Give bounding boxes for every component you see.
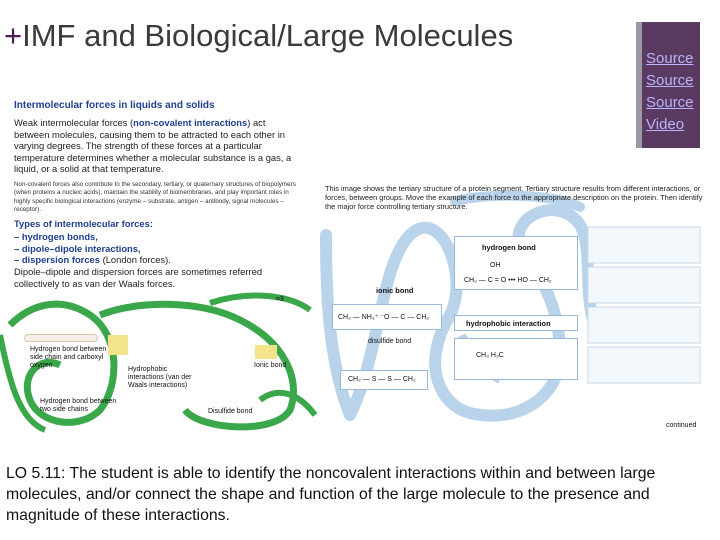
ionic-bond-label: ionic bond	[376, 286, 414, 295]
intro-pre: Weak intermolecular forces (	[14, 117, 134, 128]
hydrogen-bond-label: hydrogen bond	[482, 243, 536, 252]
types-heading: Types of intermolecular forces:	[14, 218, 153, 230]
disulfide-label: disulfide bond	[368, 338, 412, 345]
hydrophobic-formula: CH₃ H₃C	[476, 352, 504, 359]
hydrophobic-label: hydrophobic interaction	[466, 319, 551, 328]
type-item-1: – hydrogen bonds,	[14, 231, 98, 243]
source-link-2[interactable]: Source	[646, 72, 694, 89]
textbook-footer: Dipole–dipole and dispersion forces are sometimes referred collectively to as van der Waals forces.	[14, 265, 263, 289]
left-hb-two-label: Hydrogen bond between two side chains	[40, 398, 117, 413]
intro-post: ) act between molecules, causing them to be attracted to each other in varying degrees. The strength of these forces at a particular temperature determines whether a molecular substance is a gas, a liquid, or a solid at that temperature.	[14, 117, 292, 175]
textbook-small: Non-covalent forces also contribute to the secondary, tertiary, or quaternary structures of biopolymers (when proteins a nucleic acids), maintain the stability of biomembranes, and play important roles in highly specific biological interactions (enzyme – substrate, antigen – antibody, signal molecules – receptor).	[14, 180, 296, 213]
hb-chain-pill	[24, 334, 98, 342]
disulfide-formula: CH₂ — S — S — CH₂	[348, 376, 416, 383]
textbook-heading: Intermolecular forces in liquids and solids	[14, 100, 215, 111]
textbook-intro	[14, 117, 296, 175]
type-item-2: – dipole–dipole interactions,	[14, 242, 141, 254]
page-mark: ¤3	[276, 296, 284, 303]
type-item-3-note: (London forces).	[99, 254, 171, 266]
left-hydrophobic-label: Hydrophobic interactions (van der Waals interactions)	[128, 366, 192, 389]
oh-text: OH	[490, 262, 501, 269]
left-disulfide-label: Disulfide bond	[208, 408, 253, 415]
slide-title	[4, 18, 513, 54]
textbook-panel	[14, 100, 296, 300]
video-link[interactable]: Video	[646, 116, 685, 133]
continued-label: continued	[666, 422, 697, 429]
intro-em: non-covalent interactions	[133, 117, 248, 128]
figure-caption: This image shows the tertiary structure of a protein segment. Tertiary structure results from different interactions, or forces, between groups. Move the example of each force to the appropriate description on the protein. Then identify the major force controlling tertiary structure.	[325, 184, 703, 211]
title-text: IMF and Biological/Large Molecules	[22, 18, 514, 53]
source-link-3[interactable]: Source	[646, 94, 694, 111]
ionic-formula: CH₂ — NH₃⁺ ⁻O — C — CH₂	[338, 314, 430, 321]
type-item-3	[14, 254, 296, 266]
hb-formula: CH₂ — C = O ••• HO — CH₂	[464, 277, 552, 284]
source-link-1[interactable]: Source	[646, 50, 694, 67]
left-ionic-label: Ionic bond	[254, 362, 287, 369]
source-links	[646, 48, 694, 136]
type-item-3-name: – dispersion forces	[14, 254, 100, 266]
types-list	[14, 231, 296, 266]
hydrophobic-formula-chip[interactable]	[454, 338, 578, 380]
learning-objective: LO 5.11: The student is able to identify the noncovalent interactions within and between large molecules, and/or connect the shape and function of the large molecule to the presence and magnitude of these interactions.	[6, 465, 656, 524]
hb-side-chain-label: Hydrogen bond between side chain and carboxyl oxygen	[30, 346, 107, 369]
title-plus: +	[4, 18, 23, 53]
